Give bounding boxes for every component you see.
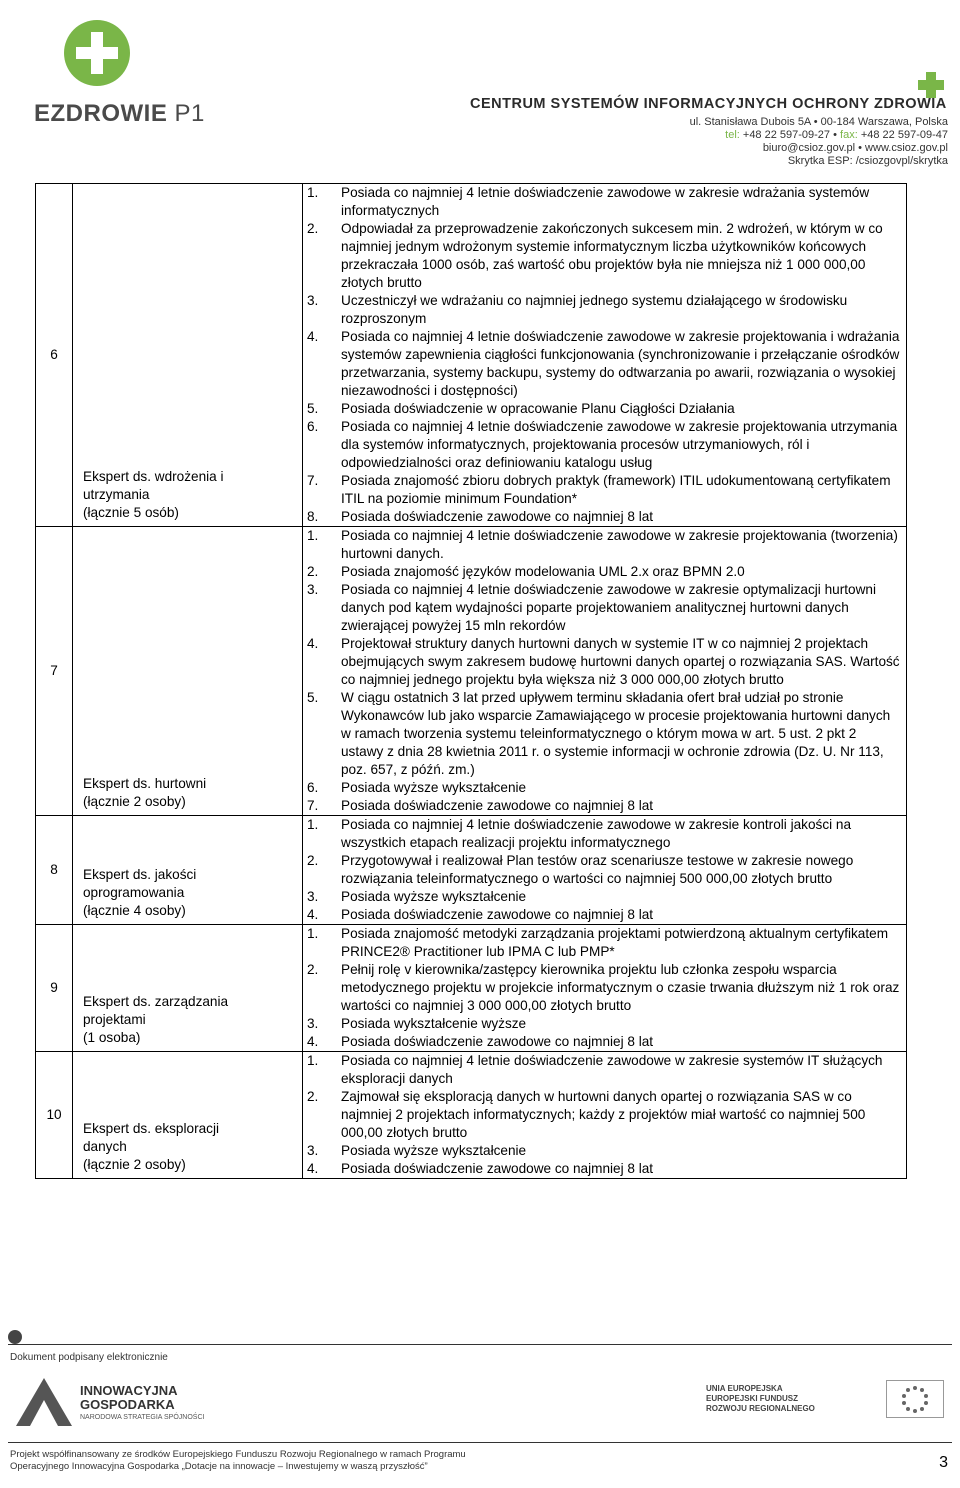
eu-flag-icon — [886, 1380, 944, 1418]
expert-role-line: Ekspert ds. eksploracji — [83, 1121, 219, 1136]
requirement-number: 2. — [307, 564, 319, 579]
requirement-text: Posiada co najmniej 4 letnie doświadczenie zawodowe w zakresie optymalizacji hurtowni danych pod kątem wydajności poparte projektowaniem analitycznej hurtowni danych zwierającej powyżej 15 mln rekordów — [341, 582, 876, 633]
requirement-number: 5. — [307, 690, 319, 705]
table-row — [36, 527, 907, 816]
requirement-item — [307, 852, 900, 888]
requirement-text: W ciągu ostatnich 3 lat przed upływem terminu składania ofert brał udział po stronie Wykonawców lub jako wsparcie Zamawiającego w procesie projektowania hurtowni danych w ramach tworzenia systemu teleinformatycznego o którym mowa w art. 5 ust. 2 pkt 2 ustawy z dnia 28 kwietnia 2011 r. o systemie informacji w ochronie zdrowia (Dz. U. Nr 113, poz. 657, z późń. zm.) — [341, 690, 891, 777]
table-row — [36, 1052, 907, 1179]
org-phone: tel: +48 22 597-09-27 • fax: +48 22 597-09-47 — [725, 129, 948, 141]
expert-role — [73, 527, 303, 816]
footer-divider — [8, 1344, 952, 1345]
page-number: 3 — [939, 1454, 948, 1471]
requirement-item — [307, 1033, 900, 1051]
eu-logo-text: UNIA EUROPEJSKA EUROPEJSKI FUNDUSZ ROZWOJU REGIONALNEGO — [706, 1384, 815, 1413]
row-number: 10 — [36, 1052, 73, 1179]
expert-role-line: (łącznie 2 osoby) — [83, 794, 186, 809]
requirement-number: 1. — [307, 185, 319, 200]
requirement-number: 1. — [307, 926, 319, 941]
requirement-number: 3. — [307, 1143, 319, 1158]
requirement-text: Posiada doświadczenie w opracowanie Planu Ciągłości Działania — [341, 401, 735, 416]
requirement-text: Posiada wyższe wykształcenie — [341, 1143, 527, 1158]
requirement-item — [307, 563, 900, 581]
requirement-number: 3. — [307, 1016, 319, 1031]
org-email: biuro@csioz.gov.pl • www.csioz.gov.pl — [762, 142, 948, 154]
requirement-number: 4. — [307, 636, 319, 651]
org-address: ul. Stanisława Dubois 5A • 00-184 Warszawa, Polska — [689, 116, 948, 128]
requirement-number: 7. — [307, 473, 319, 488]
requirement-item — [307, 328, 900, 400]
requirement-item — [307, 689, 900, 779]
expert-role-line: (łącznie 4 osoby) — [83, 903, 186, 918]
requirement-text: Pełnij rolę v kierownika/zastępcy kierownika projektu lub członka zespołu wsparcia metodycznego projektu w projekcie informatycznym o czasie trwania dłuższym niż 1 rok oraz wartości co najmniej 3 000 000,00 złotych brutto — [341, 962, 900, 1013]
requirement-item — [307, 292, 900, 328]
expert-role — [73, 816, 303, 925]
requirements-list — [307, 816, 900, 924]
requirement-number: 4. — [307, 907, 319, 922]
requirement-item — [307, 888, 900, 906]
expert-role-line: Ekspert ds. wdrożenia i — [83, 469, 224, 484]
requirement-number: 2. — [307, 1089, 319, 1104]
requirement-item — [307, 184, 900, 220]
expert-role-line: Ekspert ds. zarządzania — [83, 994, 229, 1009]
requirement-item — [307, 472, 900, 508]
requirement-number: 1. — [307, 817, 319, 832]
expert-role-line: (łącznie 5 osób) — [83, 505, 179, 520]
requirement-number: 4. — [307, 1161, 319, 1176]
requirements-cell — [303, 527, 907, 816]
ezdrowie-logo-text: EZDROWIE P1 — [34, 100, 205, 127]
requirement-text: Posiada doświadczenie zawodowe co najmniej 8 lat — [341, 1034, 654, 1049]
expert-role — [73, 1052, 303, 1179]
requirement-item — [307, 508, 900, 526]
requirement-text: Posiada wykształcenie wyższe — [341, 1016, 527, 1031]
page-footer — [0, 1300, 960, 1488]
requirement-item — [307, 1052, 900, 1088]
requirement-text: Posiada wyższe wykształcenie — [341, 889, 527, 904]
requirement-number: 5. — [307, 401, 319, 416]
requirements-list — [307, 184, 900, 526]
requirement-text: Posiada co najmniej 4 letnie doświadczenie zawodowe w zakresie projektowania utrzymania dla systemów informatycznych, projektowania procesów utrzymaniowych, ról i odpowiedzialności oraz definiowaniu katalogu usług — [341, 419, 898, 470]
requirement-text: Posiada doświadczenie zawodowe co najmniej 8 lat — [341, 1161, 654, 1176]
requirements-cell — [303, 925, 907, 1052]
row-number: 7 — [36, 527, 73, 816]
requirement-item — [307, 1160, 900, 1178]
requirement-item — [307, 400, 900, 418]
requirement-number: 6. — [307, 419, 319, 434]
requirements-cell — [303, 184, 907, 527]
requirement-item — [307, 961, 900, 1015]
experts-table — [35, 183, 907, 1179]
requirement-number: 7. — [307, 798, 319, 813]
table-row — [36, 816, 907, 925]
requirement-item — [307, 220, 900, 292]
requirement-text: Posiada doświadczenie zawodowe co najmniej 8 lat — [341, 907, 654, 922]
requirement-text: Uczestniczył we wdrażaniu co najmniej jednego systemu działającego w środowisku rozproszonym — [341, 293, 848, 326]
requirement-text: Odpowiadał za przeprowadzenie zakończonych sukcesem min. 2 wdrożeń, w którym w co najmniej jednym wdrożonym systemie informatycznym liczba użytkowników końcowych przekraczała 1000 osób, zaś wartość obu projektów była nie mniejsza niż 1 000 000,00 złotych brutto — [341, 221, 883, 290]
requirement-number: 2. — [307, 221, 319, 236]
requirements-list — [307, 925, 900, 1051]
requirement-number: 3. — [307, 889, 319, 904]
signed-note: Dokument podpisany elektronicznie — [10, 1352, 168, 1363]
org-esp: Skrytka ESP: /csiozgovpl/skrytka — [787, 155, 948, 167]
requirement-number: 3. — [307, 293, 319, 308]
requirement-text: Posiada znajomość metodyki zarządzania projektami potwierdzoną aktualnym certyfikatem PRINCE2® Practitioner lub IPMA C lub PMP* — [341, 926, 889, 959]
requirement-number: 8. — [307, 509, 319, 524]
requirement-item — [307, 581, 900, 635]
requirement-number: 1. — [307, 1053, 319, 1068]
requirement-text: Posiada co najmniej 4 letnie doświadczenie zawodowe w zakresie systemów IT służących eksploracji danych — [341, 1053, 883, 1086]
requirement-text: Projektował struktury danych hurtowni danych w systemie IT w co najmniej 2 projektach obejmujących swym zakresem budowę hurtowni danych opartej o rozwiązania SAS. Wartość co najmniej jednego projektu była większa niż 3 000 000,00 złotych brutto — [341, 636, 900, 687]
expert-role-line: Ekspert ds. hurtowni — [83, 776, 207, 791]
requirement-number: 4. — [307, 329, 319, 344]
requirement-number: 2. — [307, 853, 319, 868]
requirements-cell — [303, 1052, 907, 1179]
requirement-text: Posiada co najmniej 4 letnie doświadczenie zawodowe w zakresie kontroli jakości na wszystkich etapach realizacji projektu informatycznego — [341, 817, 852, 850]
requirement-item — [307, 635, 900, 689]
innowacyjna-gospodarka-logo-icon — [14, 1376, 74, 1428]
requirement-text: Przygotowywał i realizował Plan testów oraz scenariusze testowe w zakresie nowego rozwiązania teleinformatycznego o wartości co najmniej 500 000,00 złotych brutto — [341, 853, 854, 886]
requirement-number: 6. — [307, 780, 319, 795]
requirement-item — [307, 1142, 900, 1160]
org-contact — [690, 116, 948, 168]
footer-divider-2 — [8, 1442, 952, 1443]
requirement-item — [307, 418, 900, 472]
expert-role-line: oprogramowania — [83, 885, 185, 900]
requirement-item — [307, 797, 900, 815]
requirement-item — [307, 816, 900, 852]
funding-note: Projekt współfinansowany ze środków Europejskiego Funduszu Rozwoju Regionalnego w ramach Programu Operacyjnego Innowacyjna Gospodarka „Dotacje na innowacje – Inwestujemy w waszą przyszłość” — [10, 1449, 466, 1472]
requirement-item — [307, 1015, 900, 1033]
requirement-text: Zajmował się eksploracją danych w hurtowni danych opartej o rozwiązania SAS w co najmniej 2 projektach informatycznych; każdy z projektów miał wartość co najmniej 500 000,00 złotych brutto — [341, 1089, 866, 1140]
requirement-text: Posiada co najmniej 4 letnie doświadczenie zawodowe w zakresie wdrażania systemów informatycznych — [341, 185, 870, 218]
expert-role-line: danych — [83, 1139, 127, 1154]
requirement-text: Posiada znajomość zbioru dobrych praktyk (framework) ITIL udokumentowaną certyfikatem ITIL na poziomie minimum Foundation* — [341, 473, 891, 506]
requirement-number: 3. — [307, 582, 319, 597]
table-row — [36, 925, 907, 1052]
row-number: 6 — [36, 184, 73, 527]
requirement-item — [307, 925, 900, 961]
org-title: CENTRUM SYSTEMÓW INFORMACYJNYCH OCHRONY ZDROWIA — [470, 96, 947, 112]
requirement-number: 1. — [307, 528, 319, 543]
requirements-cell — [303, 816, 907, 925]
requirement-text: Posiada doświadczenie zawodowe co najmniej 8 lat — [341, 798, 654, 813]
requirements-list — [307, 527, 900, 815]
requirement-text: Posiada znajomość języków modelowania UML 2.x oraz BPMN 2.0 — [341, 564, 745, 579]
page-header — [0, 0, 960, 175]
expert-role-line: (1 osoba) — [83, 1030, 141, 1045]
requirement-item — [307, 779, 900, 797]
expert-role — [73, 184, 303, 527]
ig-logo-subtitle: NARODOWA STRATEGIA SPÓJNOŚCI — [80, 1414, 205, 1421]
expert-role-line: Ekspert ds. jakości — [83, 867, 197, 882]
requirement-number: 2. — [307, 962, 319, 977]
expert-role-line: projektami — [83, 1012, 146, 1027]
expert-role-line: utrzymania — [83, 487, 150, 502]
row-number: 9 — [36, 925, 73, 1052]
table-row — [36, 184, 907, 527]
requirement-text: Posiada co najmniej 4 letnie doświadczenie zawodowe w zakresie projektowania i wdrażania systemów zapewnienia ciągłości funkcjonowania (synchronizowanie i przełączanie ośrodków przetwarzania, systemy backupu, systemy do odtwarzania po awarii, rozwiązania o wysokiej niezawodności i dostępności) — [341, 329, 900, 398]
requirements-list — [307, 1052, 900, 1178]
signature-icon — [8, 1330, 22, 1344]
requirement-number: 4. — [307, 1034, 319, 1049]
requirement-item — [307, 527, 900, 563]
requirement-item — [307, 906, 900, 924]
ig-logo-text: INNOWACYJNA GOSPODARKA — [80, 1383, 178, 1412]
ezdrowie-cross-logo-icon — [62, 18, 132, 88]
expert-role — [73, 925, 303, 1052]
requirement-text: Posiada co najmniej 4 letnie doświadczenie zawodowe w zakresie projektowania (tworzenia) hurtowni danych. — [341, 528, 898, 561]
requirement-item — [307, 1088, 900, 1142]
row-number: 8 — [36, 816, 73, 925]
expert-role-line: (łącznie 2 osoby) — [83, 1157, 186, 1172]
requirement-text: Posiada wyższe wykształcenie — [341, 780, 527, 795]
requirement-text: Posiada doświadczenie zawodowe co najmniej 8 lat — [341, 509, 654, 524]
